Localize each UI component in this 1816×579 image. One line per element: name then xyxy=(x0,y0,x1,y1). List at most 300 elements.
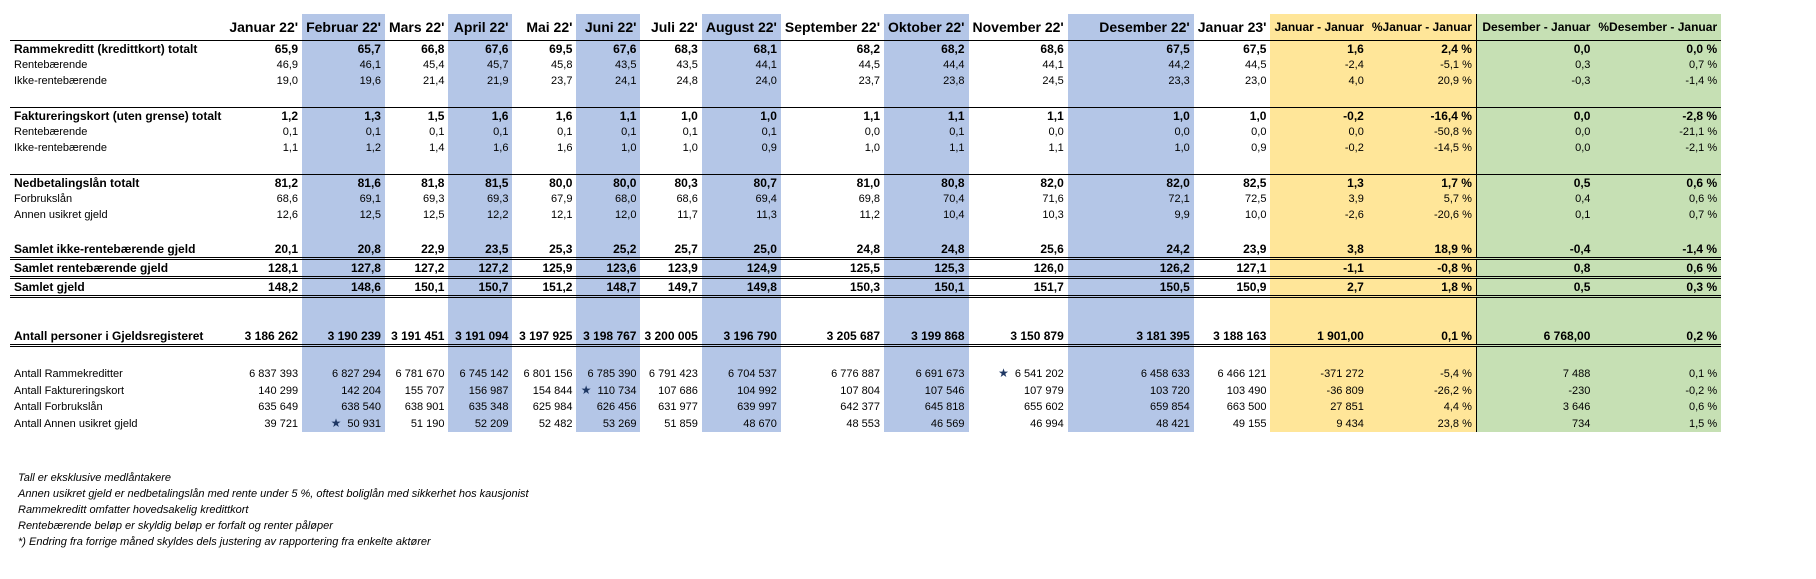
table-row xyxy=(10,73,1721,89)
table-cell: 1,1 xyxy=(884,140,968,156)
table-cell: 46 994 xyxy=(1030,417,1064,430)
spacer-cell xyxy=(448,89,512,108)
table-cell: -0,2 % xyxy=(1594,382,1721,399)
table-cell: 45,4 xyxy=(423,59,445,71)
col-header-apr22: April 22' xyxy=(448,14,512,41)
row-label: Rentebærende xyxy=(14,126,88,138)
spacer-cell xyxy=(225,346,302,366)
table-cell: 0,4 xyxy=(1476,191,1594,207)
table-cell: 72,1 xyxy=(1068,191,1194,207)
table-cell: 23,7 xyxy=(858,75,881,87)
table-cell: 25,0 xyxy=(702,241,781,259)
table-row xyxy=(10,241,1721,259)
table-cell: 0,1 xyxy=(702,124,781,140)
table-cell: 0,6 % xyxy=(1594,175,1721,192)
table-cell: 638 901 xyxy=(404,401,445,413)
spacer-cell xyxy=(385,89,448,108)
table-cell: 65,9 xyxy=(225,41,302,58)
table-cell: 0,1 % xyxy=(1594,365,1721,382)
table-cell: 81,2 xyxy=(225,175,302,192)
table-cell: 124,9 xyxy=(702,259,781,278)
star-icon: ★ xyxy=(998,366,1009,380)
table-cell: 24,2 xyxy=(1068,241,1194,259)
table-cell: 12,5 xyxy=(302,207,385,223)
table-cell: 44,5 xyxy=(858,59,881,71)
table-cell: 3 181 395 xyxy=(1068,328,1194,346)
table-cell: 39 721 xyxy=(264,417,299,430)
spacer-cell xyxy=(1368,156,1477,175)
table-cell: 0,1 xyxy=(302,124,385,140)
spacer-cell xyxy=(640,346,701,366)
row-label: Ikke-rentebærende xyxy=(14,142,107,154)
table-cell: 6 801 156 xyxy=(523,367,573,380)
table-cell: 67,6 xyxy=(448,41,512,58)
table-cell: 46,1 xyxy=(302,57,385,73)
table-row xyxy=(10,365,1721,382)
table-cell: 639 997 xyxy=(702,399,781,415)
spacer-cell xyxy=(1194,223,1271,241)
table-cell: 150,1 xyxy=(884,278,968,297)
table-row xyxy=(10,140,1721,156)
table-cell: 23,8 % xyxy=(1368,415,1477,432)
table-cell: 6 791 423 xyxy=(648,367,698,380)
table-cell: 20,8 xyxy=(302,241,385,259)
row-label: Samlet gjeld xyxy=(10,278,225,297)
table-cell: -371 272 xyxy=(1270,365,1367,382)
table-cell: 103 490 xyxy=(1226,384,1267,397)
spacer-cell xyxy=(1068,346,1194,366)
table-cell: 125,9 xyxy=(512,259,576,278)
table-cell: 0,1 xyxy=(1476,207,1594,223)
spacer-cell xyxy=(385,346,448,366)
table-cell: 0,0 xyxy=(1476,140,1594,156)
table-cell xyxy=(576,382,640,399)
table-cell: 149,8 xyxy=(702,278,781,297)
spacer-cell xyxy=(1068,297,1194,329)
table-cell: 23,0 xyxy=(1245,75,1267,87)
table-row xyxy=(10,207,1721,223)
table-cell: 12,1 xyxy=(551,209,573,221)
spacer-cell xyxy=(969,156,1068,175)
table-cell: 66,8 xyxy=(385,41,448,58)
spacer-cell xyxy=(1368,223,1477,241)
table-cell: 3 188 163 xyxy=(1194,328,1271,346)
table-cell: 48 421 xyxy=(1068,415,1194,432)
table-cell: 19,0 xyxy=(276,75,299,87)
table-cell: 69,5 xyxy=(512,41,576,58)
table-cell: 0,0 xyxy=(1476,41,1594,58)
spacer-cell xyxy=(1270,156,1367,175)
table-cell: 25,6 xyxy=(969,241,1068,259)
spacer-cell xyxy=(781,89,884,108)
spacer-cell xyxy=(225,89,302,108)
col-header-okt22: Oktober 22' xyxy=(884,14,968,41)
table-cell: 2,4 % xyxy=(1368,41,1477,58)
table-cell: 127,2 xyxy=(448,259,512,278)
table-cell: 80,0 xyxy=(512,175,576,192)
spacer-cell xyxy=(884,156,968,175)
table-cell: 0,0 xyxy=(1270,124,1367,140)
table-cell: 1,0 xyxy=(702,108,781,125)
row-label: Antall personer i Gjeldsregisteret xyxy=(10,328,225,346)
table-cell: 69,3 xyxy=(423,193,445,205)
col-header-nov22: November 22' xyxy=(972,19,1064,35)
col-header-jan23: Januar 23' xyxy=(1197,19,1267,35)
table-cell: 46 569 xyxy=(884,415,968,432)
col-header-feb22: Februar 22' xyxy=(302,14,385,41)
table-cell: 3 197 925 xyxy=(512,328,576,346)
table-cell: 69,1 xyxy=(302,191,385,207)
table-cell: 150,9 xyxy=(1194,278,1271,297)
table-cell: 68,6 xyxy=(969,41,1068,58)
spacer-cell xyxy=(512,89,576,108)
table-cell: 44,1 xyxy=(702,57,781,73)
table-cell: 0,1 xyxy=(429,126,445,138)
spacer-cell xyxy=(1368,89,1477,108)
table-cell: 25,2 xyxy=(576,241,640,259)
table-cell: 1,0 xyxy=(864,142,881,154)
table-cell: 10,3 xyxy=(1042,209,1064,221)
table-cell: 22,9 xyxy=(385,241,448,259)
table-cell xyxy=(302,415,385,432)
spacer-cell xyxy=(884,89,968,108)
table-cell: 631 977 xyxy=(658,401,698,413)
table-cell: 67,9 xyxy=(551,193,573,205)
table-cell: 127,2 xyxy=(385,259,448,278)
spacer-cell xyxy=(884,346,968,366)
table-cell: 1,7 % xyxy=(1368,175,1477,192)
table-cell: 48 553 xyxy=(846,417,881,430)
table-cell: 107 546 xyxy=(884,382,968,399)
table-cell: 4,4 % xyxy=(1368,399,1477,415)
table-cell: 1,6 xyxy=(557,142,573,154)
footnote: Rentebærende beløp er skyldig beløp er forfalt og renter påløper xyxy=(18,520,333,532)
table-cell: 625 984 xyxy=(532,401,573,413)
spacer-cell xyxy=(302,156,385,175)
table-cell: 1,6 xyxy=(512,108,576,125)
table-cell: 0,9 xyxy=(1251,142,1267,154)
table-cell: 80,8 xyxy=(884,175,968,192)
table-cell: 24,8 xyxy=(781,241,884,259)
table-cell: 1,0 xyxy=(640,108,701,125)
table-cell: 69,4 xyxy=(702,191,781,207)
spacer-cell xyxy=(781,346,884,366)
table-cell: 3 199 868 xyxy=(884,328,968,346)
table-cell: 81,0 xyxy=(781,175,884,192)
table-cell: -36 809 xyxy=(1270,382,1367,399)
table-cell: 11,2 xyxy=(859,209,881,221)
footnote: *) Endring fra forrige måned skyldes dels justering av rapportering fra enkelte aktører xyxy=(18,536,431,548)
table-cell: 82,5 xyxy=(1194,175,1271,192)
row-label: Samlet ikke-rentebærende gjeld xyxy=(10,241,225,259)
table-cell: 107 979 xyxy=(1024,384,1064,397)
table-row xyxy=(10,124,1721,140)
table-cell: 1,3 xyxy=(302,108,385,125)
table-cell: 3 198 767 xyxy=(576,328,640,346)
table-cell: 0,0 xyxy=(1476,108,1594,125)
table-cell: 1,5 % xyxy=(1594,415,1721,432)
table-cell: 663 500 xyxy=(1226,401,1267,413)
table-cell: 81,5 xyxy=(448,175,512,192)
table-row xyxy=(10,328,1721,346)
table-cell: 68,2 xyxy=(884,41,968,58)
table-cell: 0,6 % xyxy=(1594,191,1721,207)
table-row xyxy=(10,278,1721,297)
spacer-cell xyxy=(640,156,701,175)
row-label: Faktureringskort (uten grense) totalt xyxy=(10,108,225,125)
table-cell: 734 xyxy=(1476,415,1594,432)
table-cell: 1,1 xyxy=(282,142,299,154)
spacer-cell xyxy=(512,297,576,329)
table-cell: 3 646 xyxy=(1476,399,1594,415)
col-header-jan-jan: Januar - Januar xyxy=(1270,14,1367,41)
col-header-pct-des-jan: %Desember - Januar xyxy=(1594,14,1721,41)
table-cell: 24,1 xyxy=(576,73,640,89)
table-cell: 0,1 xyxy=(576,124,640,140)
table-cell: -16,4 % xyxy=(1368,108,1477,125)
table-cell: 150,5 xyxy=(1068,278,1194,297)
table-cell: 44,2 xyxy=(1068,57,1194,73)
col-header-jul22: Juli 22' xyxy=(650,19,698,35)
table-row xyxy=(10,175,1721,192)
table-cell: 0,1 xyxy=(448,124,512,140)
table-cell: 6 768,00 xyxy=(1476,328,1594,346)
spacer-cell xyxy=(1068,156,1194,175)
table-cell: 125,5 xyxy=(781,259,884,278)
table-cell: 0,1 % xyxy=(1368,328,1477,346)
table-cell: 635 348 xyxy=(448,399,512,415)
spacer-cell xyxy=(969,223,1068,241)
spacer-cell xyxy=(781,297,884,329)
spacer-cell xyxy=(385,297,448,329)
spacer-cell xyxy=(576,156,640,175)
table-cell: 0,1 xyxy=(884,124,968,140)
table-cell: 48 670 xyxy=(702,415,781,432)
table-cell: 24,8 xyxy=(884,241,968,259)
spacer-cell xyxy=(448,223,512,241)
table-cell: 0,2 % xyxy=(1594,328,1721,346)
table-cell: 1,6 xyxy=(448,140,512,156)
table-cell: 151,2 xyxy=(512,278,576,297)
col-header-sep22: September 22' xyxy=(784,19,881,35)
table-cell: 68,3 xyxy=(640,41,701,58)
table-cell: 23,3 xyxy=(1068,73,1194,89)
table-cell: -2,1 % xyxy=(1594,140,1721,156)
table-cell: 67,6 xyxy=(576,41,640,58)
table-cell: -0,8 % xyxy=(1368,259,1477,278)
table-cell: 0,3 % xyxy=(1594,278,1721,297)
spacer-cell xyxy=(702,156,781,175)
table-cell: 103 720 xyxy=(1068,382,1194,399)
spacer-cell xyxy=(1068,223,1194,241)
table-cell: 3 190 239 xyxy=(302,328,385,346)
spacer-cell xyxy=(1594,223,1721,241)
table-cell: 3 150 879 xyxy=(969,328,1068,346)
table-cell: 0,9 xyxy=(702,140,781,156)
spacer-row xyxy=(10,297,1721,329)
spacer-cell xyxy=(1476,297,1594,329)
spacer-cell xyxy=(302,346,385,366)
footnote: Tall er eksklusive medlåntakere xyxy=(18,472,172,484)
table-cell: -1,4 % xyxy=(1594,73,1721,89)
spacer-cell xyxy=(781,223,884,241)
table-cell: 0,0 xyxy=(1476,124,1594,140)
row-label: Rentebærende xyxy=(14,59,88,71)
spacer-cell xyxy=(1476,346,1594,366)
table-cell: 3 191 094 xyxy=(448,328,512,346)
table-cell: -5,1 % xyxy=(1368,57,1477,73)
table-cell: 12,2 xyxy=(448,207,512,223)
spacer-cell xyxy=(1476,156,1594,175)
spacer-cell xyxy=(884,223,968,241)
table-cell: 18,9 % xyxy=(1368,241,1477,259)
table-cell: 20,1 xyxy=(225,241,302,259)
table-cell: 67,5 xyxy=(1068,41,1194,58)
table-cell: 6 466 121 xyxy=(1217,367,1267,380)
spacer-cell xyxy=(969,89,1068,108)
table-cell: 126,0 xyxy=(969,259,1068,278)
spacer-cell xyxy=(781,156,884,175)
table-row xyxy=(10,191,1721,207)
table-cell: 81,8 xyxy=(385,175,448,192)
table-cell: 67,5 xyxy=(1194,41,1271,58)
table-cell: 1,8 % xyxy=(1368,278,1477,297)
spacer-cell xyxy=(640,223,701,241)
table-cell: -0,2 xyxy=(1270,108,1367,125)
table-cell: 1,2 xyxy=(225,108,302,125)
spacer-cell xyxy=(385,156,448,175)
table-cell: 68,1 xyxy=(702,41,781,58)
table-row xyxy=(10,108,1721,125)
table-cell: 52 209 xyxy=(448,415,512,432)
table-cell: 151,7 xyxy=(969,278,1068,297)
table-cell: 127,8 xyxy=(302,259,385,278)
spacer-cell xyxy=(1270,297,1367,329)
table-cell: 150,1 xyxy=(385,278,448,297)
table-cell: 6 776 887 xyxy=(831,367,881,380)
table-cell: 0,8 xyxy=(1476,259,1594,278)
spacer-cell xyxy=(1476,223,1594,241)
table-cell: 659 854 xyxy=(1068,399,1194,415)
table-cell: 10,4 xyxy=(884,207,968,223)
footnotes xyxy=(18,470,529,550)
spacer-cell xyxy=(640,89,701,108)
spacer-cell xyxy=(448,297,512,329)
spacer-cell xyxy=(448,156,512,175)
spacer-cell xyxy=(225,297,302,329)
col-header-jan22: Januar 22' xyxy=(229,19,299,35)
table-cell: -2,4 xyxy=(1270,57,1367,73)
table-cell: 23,7 xyxy=(551,75,573,87)
table-cell: 10,0 xyxy=(1245,209,1267,221)
spacer-cell xyxy=(1368,346,1477,366)
table-cell: -230 xyxy=(1476,382,1594,399)
table-cell: 0,1 xyxy=(282,126,299,138)
table-cell: 0,1 xyxy=(682,126,698,138)
spacer-cell xyxy=(1194,156,1271,175)
spacer-cell xyxy=(225,223,302,241)
table-cell: 49 155 xyxy=(1232,417,1267,430)
table-cell: 6 691 673 xyxy=(884,365,968,382)
spacer-cell xyxy=(969,297,1068,329)
table-cell: 0,7 % xyxy=(1594,207,1721,223)
spacer-cell xyxy=(576,223,640,241)
table-cell: 44,5 xyxy=(1245,59,1267,71)
row-label: Antall Annen usikret gjeld xyxy=(14,417,138,430)
table-cell: 0,1 xyxy=(557,126,573,138)
table-cell: 123,9 xyxy=(640,259,701,278)
table-cell: 148,6 xyxy=(302,278,385,297)
table-cell: 23,9 xyxy=(1194,241,1271,259)
table-cell: 0,0 xyxy=(1048,126,1064,138)
table-cell: 0,6 % xyxy=(1594,399,1721,415)
table-cell: 0,0 xyxy=(864,126,881,138)
table-cell: 43,5 xyxy=(676,59,698,71)
table-cell: 6 458 633 xyxy=(1068,365,1194,382)
table-cell: 642 377 xyxy=(840,401,881,413)
table-cell: 1,0 xyxy=(576,140,640,156)
table-cell: 2,7 xyxy=(1270,278,1367,297)
table-cell: 0,7 % xyxy=(1594,57,1721,73)
table-cell: 626 456 xyxy=(576,399,640,415)
table-body xyxy=(10,41,1721,433)
table-row xyxy=(10,415,1721,432)
table-cell: 27 851 xyxy=(1270,399,1367,415)
table-cell: 125,3 xyxy=(884,259,968,278)
table-cell: -5,4 % xyxy=(1368,365,1477,382)
col-header-des-jan: Desember - Januar xyxy=(1476,14,1594,41)
spacer-cell xyxy=(1194,89,1271,108)
table-cell: 0,6 % xyxy=(1594,259,1721,278)
cell-value: 50 931 xyxy=(347,418,381,430)
row-label: Nedbetalingslån totalt xyxy=(10,175,225,192)
table-cell: 4,0 xyxy=(1270,73,1367,89)
table-cell: 45,7 xyxy=(448,57,512,73)
table-cell: -0,3 xyxy=(1476,73,1594,89)
row-label: Antall Rammekreditter xyxy=(14,367,123,380)
table-row xyxy=(10,57,1721,73)
table-cell: 126,2 xyxy=(1068,259,1194,278)
table-cell: 0,5 xyxy=(1476,278,1594,297)
table-cell: 81,6 xyxy=(302,175,385,192)
spacer-cell xyxy=(1270,346,1367,366)
spacer-cell xyxy=(1594,297,1721,329)
table-cell: 107 686 xyxy=(658,384,698,397)
table-cell: 1,6 xyxy=(448,108,512,125)
table-cell: 24,0 xyxy=(702,73,781,89)
table-cell: 53 269 xyxy=(576,415,640,432)
table-cell: 635 649 xyxy=(258,401,299,413)
spacer-cell xyxy=(448,346,512,366)
table-cell: 6 785 390 xyxy=(576,365,640,382)
table-cell: 23,8 xyxy=(884,73,968,89)
table-cell: -0,2 xyxy=(1270,140,1367,156)
table-cell: 149,7 xyxy=(640,278,701,297)
table-cell: 68,6 xyxy=(676,193,698,205)
table-cell: -2,6 xyxy=(1270,207,1367,223)
row-label: Forbrukslån xyxy=(14,193,73,205)
spacer-cell xyxy=(1194,297,1271,329)
table-cell: 3 205 687 xyxy=(781,328,884,346)
spacer-cell xyxy=(576,89,640,108)
spacer-cell xyxy=(1476,89,1594,108)
table-cell: 12,5 xyxy=(423,209,445,221)
table-row xyxy=(10,259,1721,278)
spacer-cell xyxy=(512,346,576,366)
table-cell: 0,0 % xyxy=(1594,41,1721,58)
table-cell: 128,1 xyxy=(225,259,302,278)
table-cell: 1,1 xyxy=(884,108,968,125)
